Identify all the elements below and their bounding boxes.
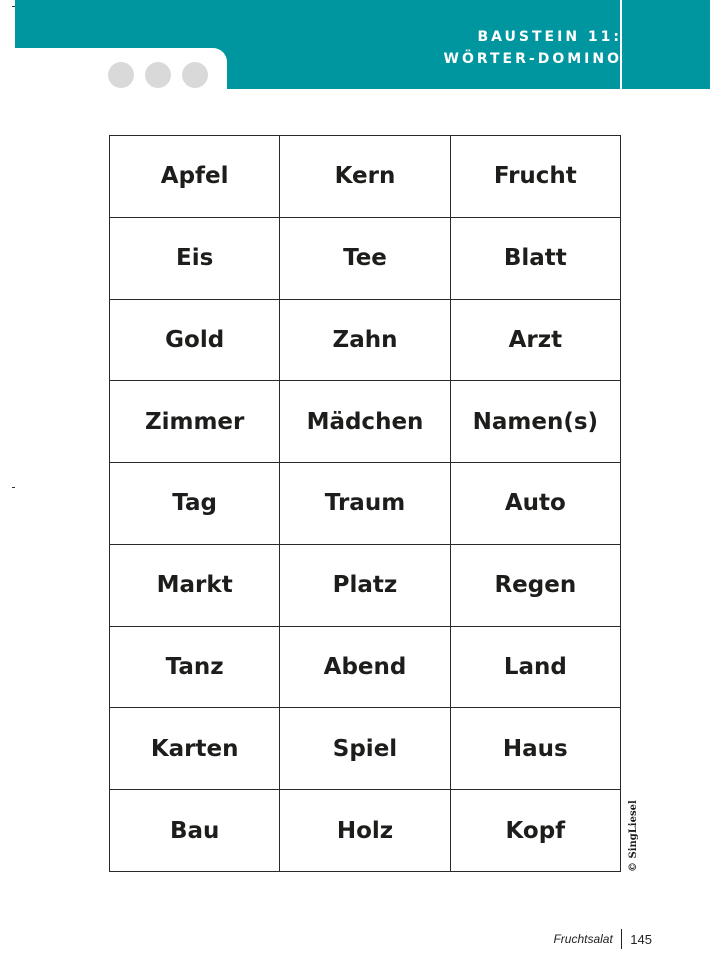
domino-word-cell: Kern [280,136,450,218]
grid-row [110,299,621,381]
domino-word-cell: Regen [450,544,620,626]
grid-row [110,708,621,790]
domino-card-grid [109,135,621,872]
domino-word-cell: Abend [280,626,450,708]
domino-word-cell: Haus [450,708,620,790]
grid-row [110,463,621,545]
domino-word-cell: Tanz [110,626,280,708]
domino-word-cell: Kopf [450,790,620,872]
domino-word-cell: Arzt [450,299,620,381]
dot-icon [182,62,208,88]
dot-icon [108,62,134,88]
domino-word-cell: Auto [450,463,620,545]
decorative-dots [108,62,208,88]
page-footer [553,929,652,949]
grid-row [110,790,621,872]
domino-word-cell: Platz [280,544,450,626]
copyright-notice: © SingLiesel [628,800,639,872]
domino-word-cell: Tag [110,463,280,545]
grid-row [110,381,621,463]
domino-word-cell: Blatt [450,217,620,299]
grid-row [110,544,621,626]
domino-word-cell: Traum [280,463,450,545]
domino-word-cell: Tee [280,217,450,299]
domino-word-cell: Holz [280,790,450,872]
footer-separator [621,929,623,949]
domino-word-cell: Markt [110,544,280,626]
domino-word-cell: Apfel [110,136,280,218]
dot-icon [145,62,171,88]
grid-row [110,136,621,218]
domino-word-cell: Bau [110,790,280,872]
header-title [444,26,622,70]
footer-title: Fruchtsalat [553,932,613,946]
grid-row [110,626,621,708]
header-title-line2: WÖRTER-DOMINO [443,51,622,67]
header-title-line1: BAUSTEIN 11: [477,29,622,45]
page-number: 145 [630,931,652,947]
domino-word-cell: Namen(s) [450,381,620,463]
domino-word-cell: Mädchen [280,381,450,463]
domino-word-cell: Zimmer [110,381,280,463]
domino-word-cell: Land [450,626,620,708]
domino-word-cell: Gold [110,299,280,381]
domino-word-cell: Spiel [280,708,450,790]
domino-word-cell: Zahn [280,299,450,381]
domino-word-cell: Karten [110,708,280,790]
domino-word-cell: Eis [110,217,280,299]
grid-row [110,217,621,299]
domino-word-cell: Frucht [450,136,620,218]
crop-mark [12,487,15,488]
